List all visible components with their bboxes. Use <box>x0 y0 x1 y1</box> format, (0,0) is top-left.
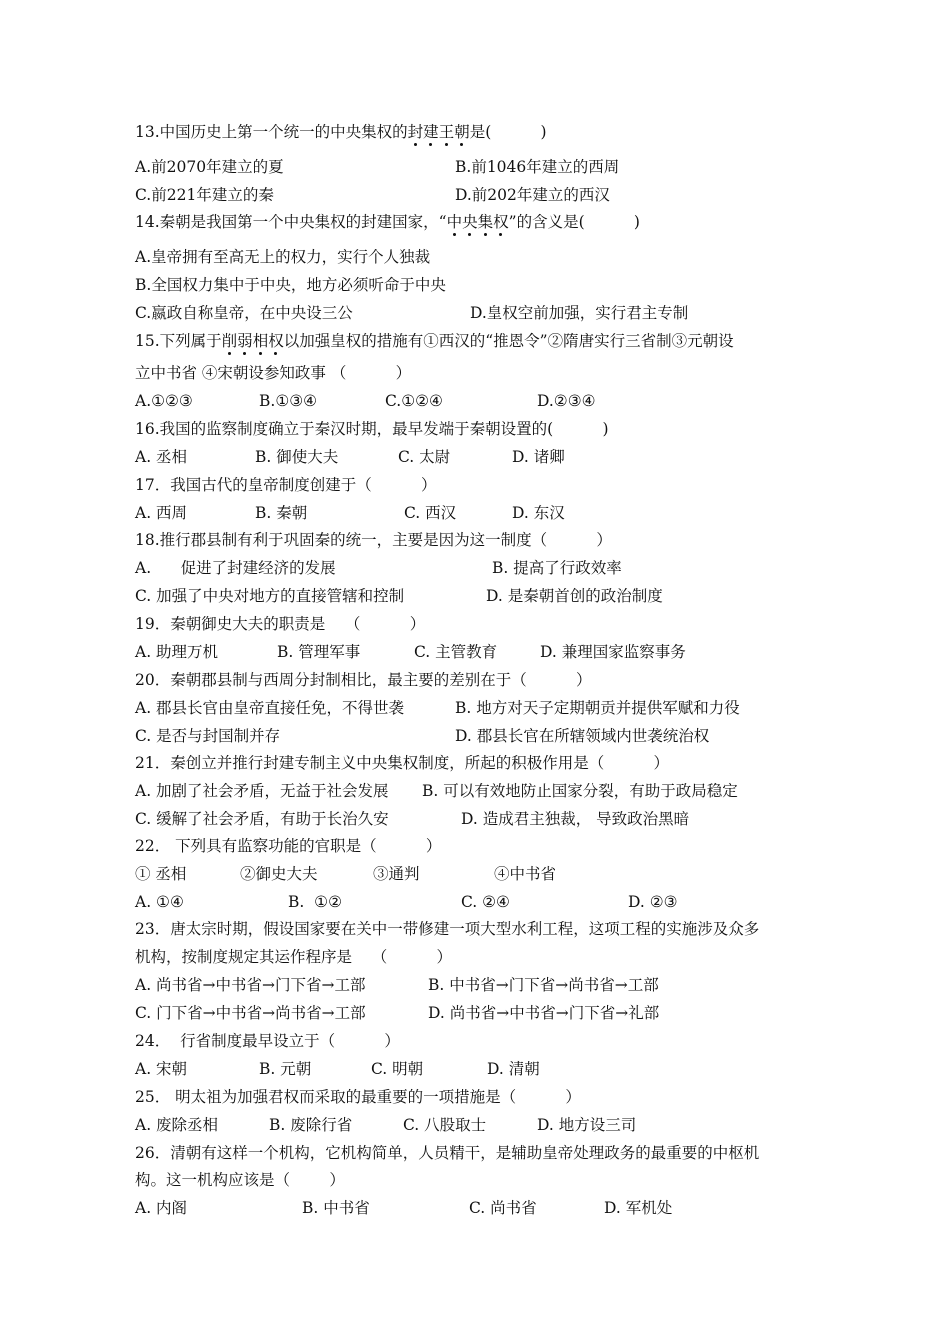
question-23-stem: 23．唐太宗时期，假设国家要在关中一带修建一项大型水利工程，这项工程的实施涉及众多 <box>135 920 760 938</box>
question-15-option-d: D.②③④ <box>537 392 596 410</box>
question-15-option-c: C.①②④ <box>385 392 443 410</box>
question-22-option-c: C. ②④ <box>461 893 510 911</box>
question-21-option-d: D. 造成君主独裁， 导致政治黑暗 <box>461 810 690 828</box>
question-23-stem-line2: 机构，按制度规定其运作程序是 （ ） <box>135 948 452 966</box>
question-24-option-c: C. 明朝 <box>371 1060 424 1078</box>
question-22-item-3: ③通判 <box>373 865 420 883</box>
question-26-option-a: A. 内阁 <box>135 1199 188 1217</box>
question-26-stem: 26．清朝有这样一个机构，它机构简单，人员精干，是辅助皇帝处理政务的最重要的中枢机 <box>135 1144 760 1162</box>
question-18-option-b: B. 提高了行政效率 <box>492 559 622 577</box>
question-18-option-c: C. 加强了中央对地方的直接管辖和控制 <box>135 587 405 605</box>
question-22-option-a: A. ①④ <box>135 893 184 911</box>
question-17-option-a: A. 西周 <box>135 504 188 522</box>
question-22-option-b: B. ①② <box>288 893 342 911</box>
question-26-option-b: B. 中书省 <box>302 1199 370 1217</box>
question-18-stem: 18.推行郡县制有利于巩固秦的统一，主要是因为这一制度（ ） <box>135 531 612 549</box>
question-24-option-a: A. 宋朝 <box>135 1060 188 1078</box>
question-14-option-d: D.皇权空前加强，实行君主专制 <box>470 304 689 322</box>
question-19-option-d: D. 兼理国家监察事务 <box>540 643 686 661</box>
question-17-option-b: B. 秦朝 <box>255 504 308 522</box>
question-15-option-b: B.①③④ <box>259 392 318 410</box>
question-23-option-c: C. 门下省→中书省→尚书省→工部 <box>135 1004 366 1022</box>
question-19-option-c: C. 主管教育 <box>414 643 498 661</box>
question-20-option-d: D. 郡县长官在所辖领域内世袭统治权 <box>455 727 710 745</box>
question-26-stem-line2: 构。这一机构应该是（ ） <box>135 1171 345 1189</box>
question-13-stem: 13.中国历史上第一个统一的中央集权的封建王朝是( ) <box>135 123 547 141</box>
question-24-option-d: D. 清朝 <box>487 1060 540 1078</box>
question-25-option-a: A. 废除丞相 <box>135 1116 219 1134</box>
question-19-option-a: A. 助理万机 <box>135 643 219 661</box>
question-15-stem-line2: 立中书省 ④宋朝设参知政事 （ ） <box>135 364 412 382</box>
question-25-option-b: B. 废除行省 <box>269 1116 353 1134</box>
question-20-option-a: A. 郡县长官由皇帝直接任免，不得世袭 <box>135 699 405 717</box>
question-21-option-c: C. 缓解了社会矛盾，有助于长治久安 <box>135 810 389 828</box>
question-17-option-c: C. 西汉 <box>404 504 457 522</box>
question-18-option-d: D. 是秦朝首创的政治制度 <box>486 587 663 605</box>
question-21-stem: 21．秦创立并推行封建专制主义中央集权制度，所起的积极作用是（ ） <box>135 754 669 772</box>
question-25-option-d: D. 地方设三司 <box>537 1116 637 1134</box>
question-23-option-a: A. 尚书省→中书省→门下省→工部 <box>135 976 366 994</box>
question-15-stem: 15.下列属于削弱相权以加强皇权的措施有①西汉的“推恩令”②隋唐实行三省制③元朝设 <box>135 332 734 350</box>
question-13-option-c: C.前221年建立的秦 <box>135 186 274 204</box>
question-25-option-c: C. 八股取士 <box>403 1116 487 1134</box>
question-19-stem: 19．秦朝御史大夫的职责是 （ ） <box>135 615 426 633</box>
question-22-stem: 22． 下列具有监察功能的官职是（ ） <box>135 837 442 855</box>
question-18-option-a: A. 促进了封建经济的发展 <box>135 559 336 577</box>
question-22-item-2: ②御史大夫 <box>240 865 318 883</box>
question-16-stem: 16.我国的监察制度确立于秦汉时期，最早发端于秦朝设置的( ) <box>135 420 609 438</box>
question-20-stem: 20．秦朝郡县制与西周分封制相比，最主要的差别在于（ ） <box>135 671 592 689</box>
question-21-option-b: B. 可以有效地防止国家分裂，有助于政局稳定 <box>422 782 738 800</box>
question-17-option-d: D. 东汉 <box>512 504 565 522</box>
question-13-option-d: D.前202年建立的西汉 <box>455 186 610 204</box>
question-26-option-c: C. 尚书省 <box>469 1199 537 1217</box>
question-24-stem: 24． 行省制度最早设立于（ ） <box>135 1032 400 1050</box>
question-23-option-d: D. 尚书省→中书省→门下省→礼部 <box>428 1004 660 1022</box>
question-16-option-a: A. 丞相 <box>135 448 188 466</box>
question-20-option-c: C. 是否与封国制并存 <box>135 727 281 745</box>
question-23-option-b: B. 中书省→门下省→尚书省→工部 <box>428 976 659 994</box>
question-22-item-4: ④中书省 <box>494 865 557 883</box>
question-17-stem: 17．我国古代的皇帝制度创建于（ ） <box>135 476 437 494</box>
question-16-option-d: D. 诸卿 <box>512 448 565 466</box>
question-26-option-d: D. 军机处 <box>604 1199 673 1217</box>
question-15-option-a: A.①②③ <box>135 392 193 410</box>
question-24-option-b: B. 元朝 <box>259 1060 312 1078</box>
question-14-stem: 14.秦朝是我国第一个中央集权的封建国家，“中央集权”的含义是( ) <box>135 213 640 231</box>
question-13-option-a: A.前2070年建立的夏 <box>135 158 284 176</box>
question-22-item-1: ① 丞相 <box>135 865 187 883</box>
question-20-option-b: B. 地方对天子定期朝贡并提供军赋和力役 <box>455 699 740 717</box>
question-16-option-c: C. 太尉 <box>398 448 451 466</box>
question-14-option-b: B.全国权力集中于中央，地方必须听命于中央 <box>135 276 446 294</box>
question-14-option-c: C.嬴政自称皇帝，在中央设三公 <box>135 304 353 322</box>
question-21-option-a: A. 加剧了社会矛盾，无益于社会发展 <box>135 782 389 800</box>
question-16-option-b: B. 御使大夫 <box>255 448 339 466</box>
question-19-option-b: B. 管理军事 <box>277 643 361 661</box>
question-14-option-a: A.皇帝拥有至高无上的权力，实行个人独裁 <box>135 248 431 266</box>
question-13-option-b: B.前1046年建立的西周 <box>455 158 620 176</box>
question-22-option-d: D. ②③ <box>628 893 678 911</box>
question-25-stem: 25． 明太祖为加强君权而采取的最重要的一项措施是（ ） <box>135 1088 581 1106</box>
